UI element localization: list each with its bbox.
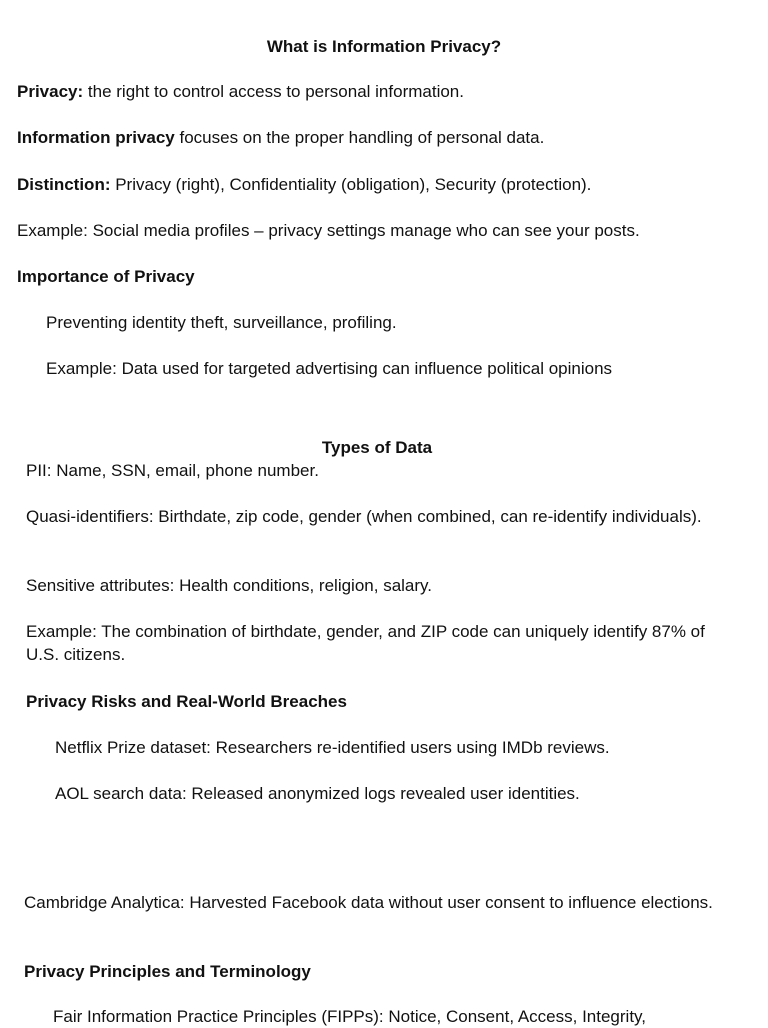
data-type-item: Quasi-identifiers: Birthdate, zip code, gender (when combined, can re-identify individuals). [26, 507, 702, 526]
data-type-item: Sensitive attributes: Health conditions, religion, salary. [26, 576, 432, 595]
distinction-paragraph [17, 173, 591, 196]
social-media-example: Example: Social media profiles – privacy settings manage who can see your posts. [17, 221, 640, 240]
cambridge-analytica-item: Cambridge Analytica: Harvested Facebook data without user consent to influence elections. [24, 893, 713, 912]
page-title: What is Information Privacy? [266, 37, 502, 56]
risks-heading: Privacy Risks and Real-World Breaches [26, 692, 347, 711]
breach-item: Netflix Prize dataset: Researchers re-identified users using IMDb reviews. [55, 738, 610, 757]
information-privacy-term: Information privacy [17, 128, 175, 147]
principles-heading: Privacy Principles and Terminology [24, 962, 311, 981]
fipps-item: Fair Information Practice Principles (FIPPs): Notice, Consent, Access, Integrity, [53, 1007, 646, 1026]
breach-item: AOL search data: Released anonymized logs revealed user identities. [55, 784, 580, 803]
types-of-data-title: Types of Data [321, 438, 433, 457]
importance-item: Example: Data used for targeted advertising can influence political opinions [46, 359, 613, 378]
data-type-item: Example: The combination of birthdate, gender, and ZIP code can uniquely identify 87% of U.S. citizens. [26, 622, 705, 664]
data-type-item: PII: Name, SSN, email, phone number. [26, 461, 319, 480]
information-privacy-text: focuses on the proper handling of personal data. [174, 128, 545, 147]
distinction-text: Privacy (right), Confidentiality (obligation), Security (protection). [110, 175, 592, 194]
importance-heading: Importance of Privacy [17, 267, 195, 286]
importance-item: Preventing identity theft, surveillance, profiling. [46, 313, 397, 332]
distinction-term: Distinction: [17, 175, 111, 194]
privacy-term: Privacy: [17, 82, 84, 101]
privacy-text: the right to control access to personal information. [83, 82, 464, 101]
privacy-definition [17, 80, 464, 103]
information-privacy-definition [17, 126, 544, 149]
